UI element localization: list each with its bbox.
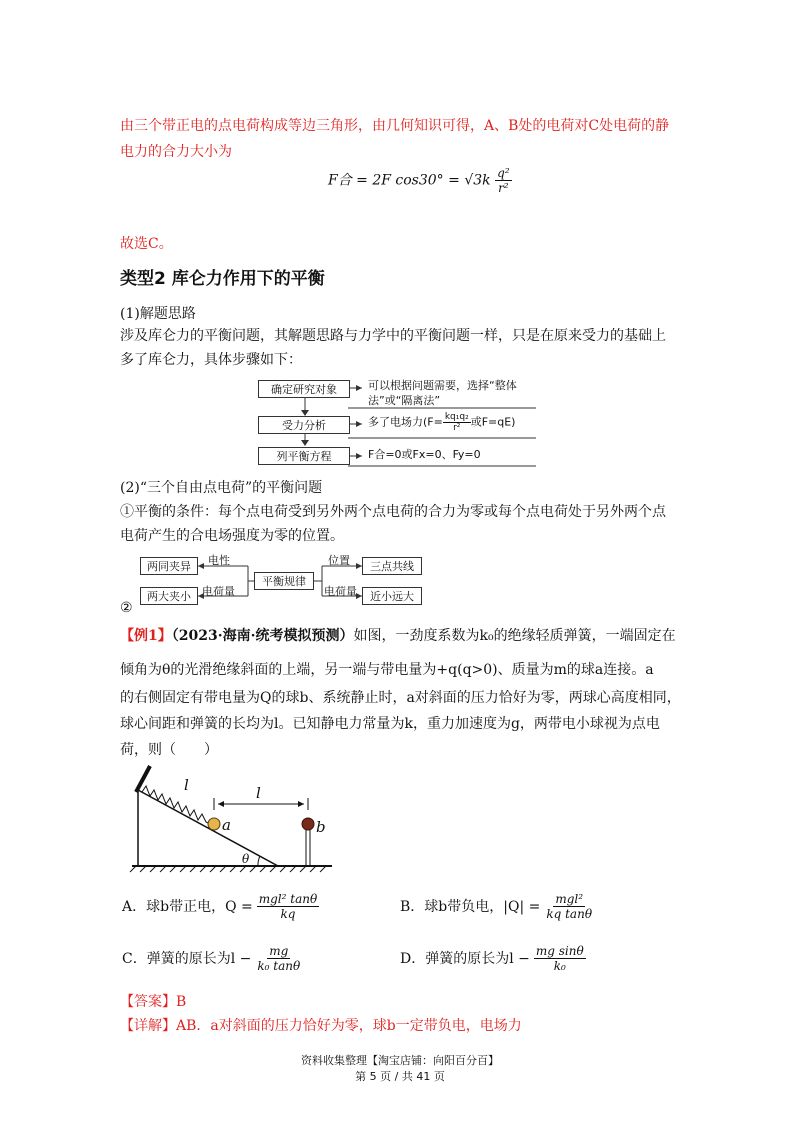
label-spring-length: l [184, 776, 189, 794]
footer-page-number: 第 5 页 / 共 41 页 [355, 1070, 445, 1083]
label-ball-b: b [316, 818, 326, 836]
rule-two-same-one-opposite: 两同夹异 [140, 557, 198, 575]
step-equilibrium-equation: 列平衡方程 [258, 447, 350, 465]
option-c[interactable]: C．弹簧的原长为l − $\frac{mg}{\text{k₀ tanθ}}$ [122, 944, 301, 973]
rule-three-collinear: 三点共线 [362, 557, 422, 575]
balance-rule-diagram [118, 552, 428, 610]
example-1-line-5: 荷，则（ ） [120, 742, 218, 758]
item-1-line-2: 电荷产生的合电场强度为零的位置。 [120, 528, 344, 544]
example-1-line-1: 【例1】（2023·海南·统考模拟预测）如图，一劲度系数为k₀的绝缘轻质弹簧，一端固定在 [120, 628, 676, 644]
solution-line-1: 由三个带正电的点电荷构成等边三角形，由几何知识可得，A、B处的电荷对C处电荷的静 [120, 118, 670, 134]
rule-near-small-far-large: 近小远大 [362, 587, 422, 605]
paragraph-1-line-1: 涉及库仑力的平衡问题，其解题思路与力学中的平衡问题一样，只是在原来受力的基础上 [120, 328, 666, 344]
item-1-line-1: ①平衡的条件：每个点电荷受到另外两个点电荷的合力为零或每个点电荷处于另外两个点 [120, 504, 666, 520]
incline-spring-drawing [126, 762, 336, 874]
example-1-line-3: 的右侧固定有带电量为Q的球b、系统静止时，a对斜面的压力恰好为零，两球心高度相同， [120, 690, 681, 706]
label-theta: θ [242, 852, 250, 866]
solution-line-2: 电力的合力大小为 [120, 144, 232, 160]
label-distance: l [256, 784, 261, 802]
label-charge-amount-left: 电荷量 [202, 585, 235, 598]
paragraph-1-line-2: 多了库仑力，具体步骤如下： [120, 352, 302, 368]
section-title: 类型2 库仑力作用下的平衡 [120, 269, 325, 289]
step-force-analysis: 受力分析 [258, 416, 350, 434]
answer-label: 【答案】B [120, 994, 187, 1010]
step2-note: 多了电场力(F= $\frac{\text{kq₁q₂}}{\text{r²}}$ 或F=qE) [368, 412, 516, 433]
conclusion: 故选C。 [120, 236, 173, 252]
label-position: 位置 [328, 554, 350, 567]
incline-spring-figure [126, 762, 336, 874]
subheading-1: (1)解题思路 [120, 306, 196, 322]
example-1-line-2: 倾角为θ的光滑绝缘斜面的上端，另一端与带电量为+q(q>0)、质量为m的球a连接。a [120, 662, 654, 678]
option-b[interactable]: B．球b带负电，|Q| = $\frac{\text{mgl²}}{\text{kq tanθ}}$ [400, 892, 593, 921]
rule-two-large-one-small: 两大夹小 [140, 587, 198, 605]
example-1-line-4: 球心间距和弹簧的长均为l。已知静电力常量为k，重力加速度为g，两带电小球视为点电 [120, 716, 660, 732]
subheading-2: (2)“三个自由点电荷”的平衡问题 [120, 480, 323, 496]
rule-center-balance: 平衡规律 [254, 572, 314, 590]
item-2-marker: ② [120, 600, 133, 616]
footer-source: 资料收集整理【淘宝店铺：向阳百分百】 [301, 1054, 499, 1067]
step-identify-object: 确定研究对象 [258, 380, 350, 398]
answer-detail: 【详解】AB．a对斜面的压力恰好为零，球b一定带负电，电场力 [120, 1018, 522, 1034]
label-ball-a: a [222, 816, 231, 834]
option-d[interactable]: D．弹簧的原长为l − $\frac{\text{mg sinθ}}{\text{k₀}}$ [400, 944, 584, 973]
step1-note-line2: 法”或“隔离法” [368, 394, 441, 407]
resultant-force-formula: F合 = 2F cos30° = √3k $\frac{\text{q²}}{\text{r²}}$ [328, 166, 510, 195]
step1-note-line1: 可以根据问题需要，选择“整体 [368, 379, 517, 392]
procedure-flowchart [258, 376, 538, 468]
step3-note: F合=0或Fx=0、Fy=0 [368, 448, 481, 461]
label-charge-amount-right: 电荷量 [324, 585, 357, 598]
label-charge-sign: 电性 [208, 554, 230, 567]
option-a[interactable]: A．球b带正电，Q = $\frac{\text{mgl² tanθ}}{kq}$ [122, 892, 318, 921]
